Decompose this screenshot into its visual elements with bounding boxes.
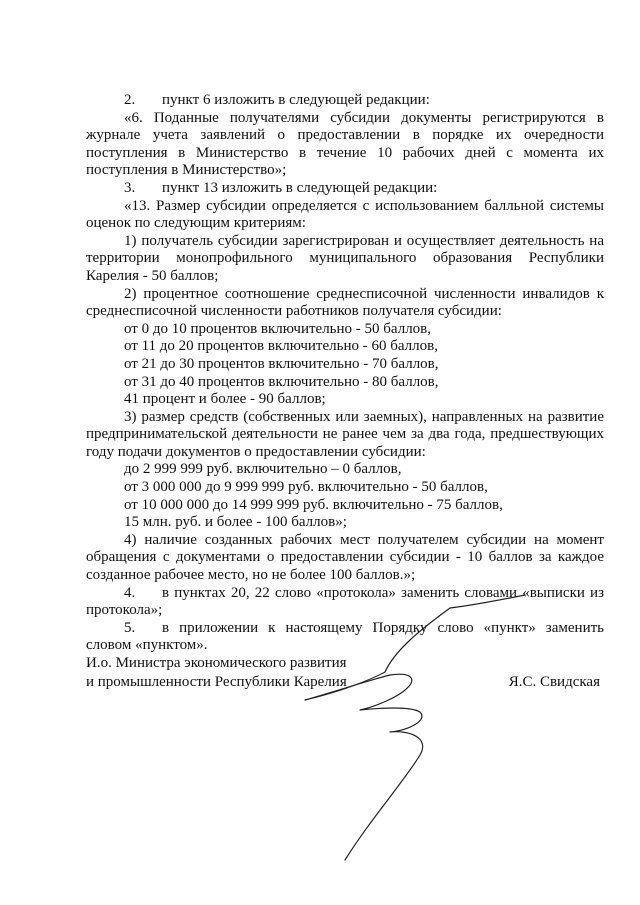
criterion-2-item: от 11 до 20 процентов включительно - 60 баллов,	[124, 338, 438, 355]
position-line-2: и промышленности Республики Карелия	[86, 674, 347, 690]
criterion-3-item: до 2 999 999 руб. включительно – 0 баллов,	[124, 461, 402, 478]
criterion-3-item: от 3 000 000 до 9 999 999 руб. включительно - 50 баллов,	[124, 479, 488, 496]
criterion-2-item: 41 процент и более - 90 баллов;	[124, 391, 326, 408]
item-3	[86, 180, 604, 198]
signatory-position	[86, 654, 347, 692]
criterion-1: 1) получатель субсидии зарегистрирован и осуществляет деятельность на территории монопрофильного муниципального образования Республики Карелия - 50 баллов;	[86, 232, 604, 284]
item-4-number: 4.	[124, 584, 136, 601]
item-2-text: пункт 6 изложить в следующей редакции:	[162, 92, 430, 108]
item-5-text: в приложении к настоящему Порядку слово «пункт» заменить словом «пунктом».	[86, 619, 604, 654]
criterion-2-item: от 21 до 30 процентов включительно - 70 баллов,	[124, 355, 439, 372]
item-5	[86, 620, 604, 655]
item-5-number: 5.	[124, 619, 136, 636]
criterion-2: 2) процентное соотношение среднесписочной численности инвалидов к среднесписочной численности работников получателя субсидии:	[86, 285, 604, 320]
item-2-number: 2.	[124, 92, 136, 108]
item-3-text: пункт 13 изложить в следующей редакции:	[162, 179, 438, 196]
document-body	[86, 92, 604, 655]
criterion-3-item: 15 млн. руб. и более - 100 баллов»;	[124, 514, 347, 531]
item-4-text: в пунктах 20, 22 слово «протокола» заменить словами «выписки из протокола»;	[86, 584, 604, 619]
signatory-name: Я.С. Свидская	[508, 674, 600, 690]
paragraph-6: «6. Поданные получателями субсидии документы регистрируются в журнале учета заявлений о предоставлении в порядке их очередности поступления в Министерство в течение 10 рабочих дней с момента их поступления в Министерство»;	[86, 109, 604, 179]
criterion-2-item: от 0 до 10 процентов включительно - 50 баллов,	[124, 320, 432, 337]
criterion-3-item: от 10 000 000 до 14 999 999 руб. включительно - 75 баллов,	[124, 496, 503, 513]
position-line-1: И.о. Министра экономического развития	[86, 655, 347, 671]
criterion-3: 3) размер средств (собственных или заемных), направленных на развитие предпринимательской деятельности не ранее чем за два года, предшествующих году подачи документов о предоставлении субсидии:	[86, 408, 604, 460]
item-2	[86, 92, 604, 110]
criterion-2-item: от 31 до 40 процентов включительно - 80 баллов,	[124, 373, 439, 390]
criterion-4: 4) наличие созданных рабочих мест получателем субсидии на момент обращения с документами о предоставлении субсидии - 10 баллов за каждое созданное рабочее место, но не более 100 баллов.»;	[86, 531, 604, 584]
item-3-number: 3.	[124, 179, 136, 196]
paragraph-13: «13. Размер субсидии определяется с использованием балльной системы оценок по следующим критериям:	[86, 197, 604, 232]
item-4	[86, 585, 604, 620]
